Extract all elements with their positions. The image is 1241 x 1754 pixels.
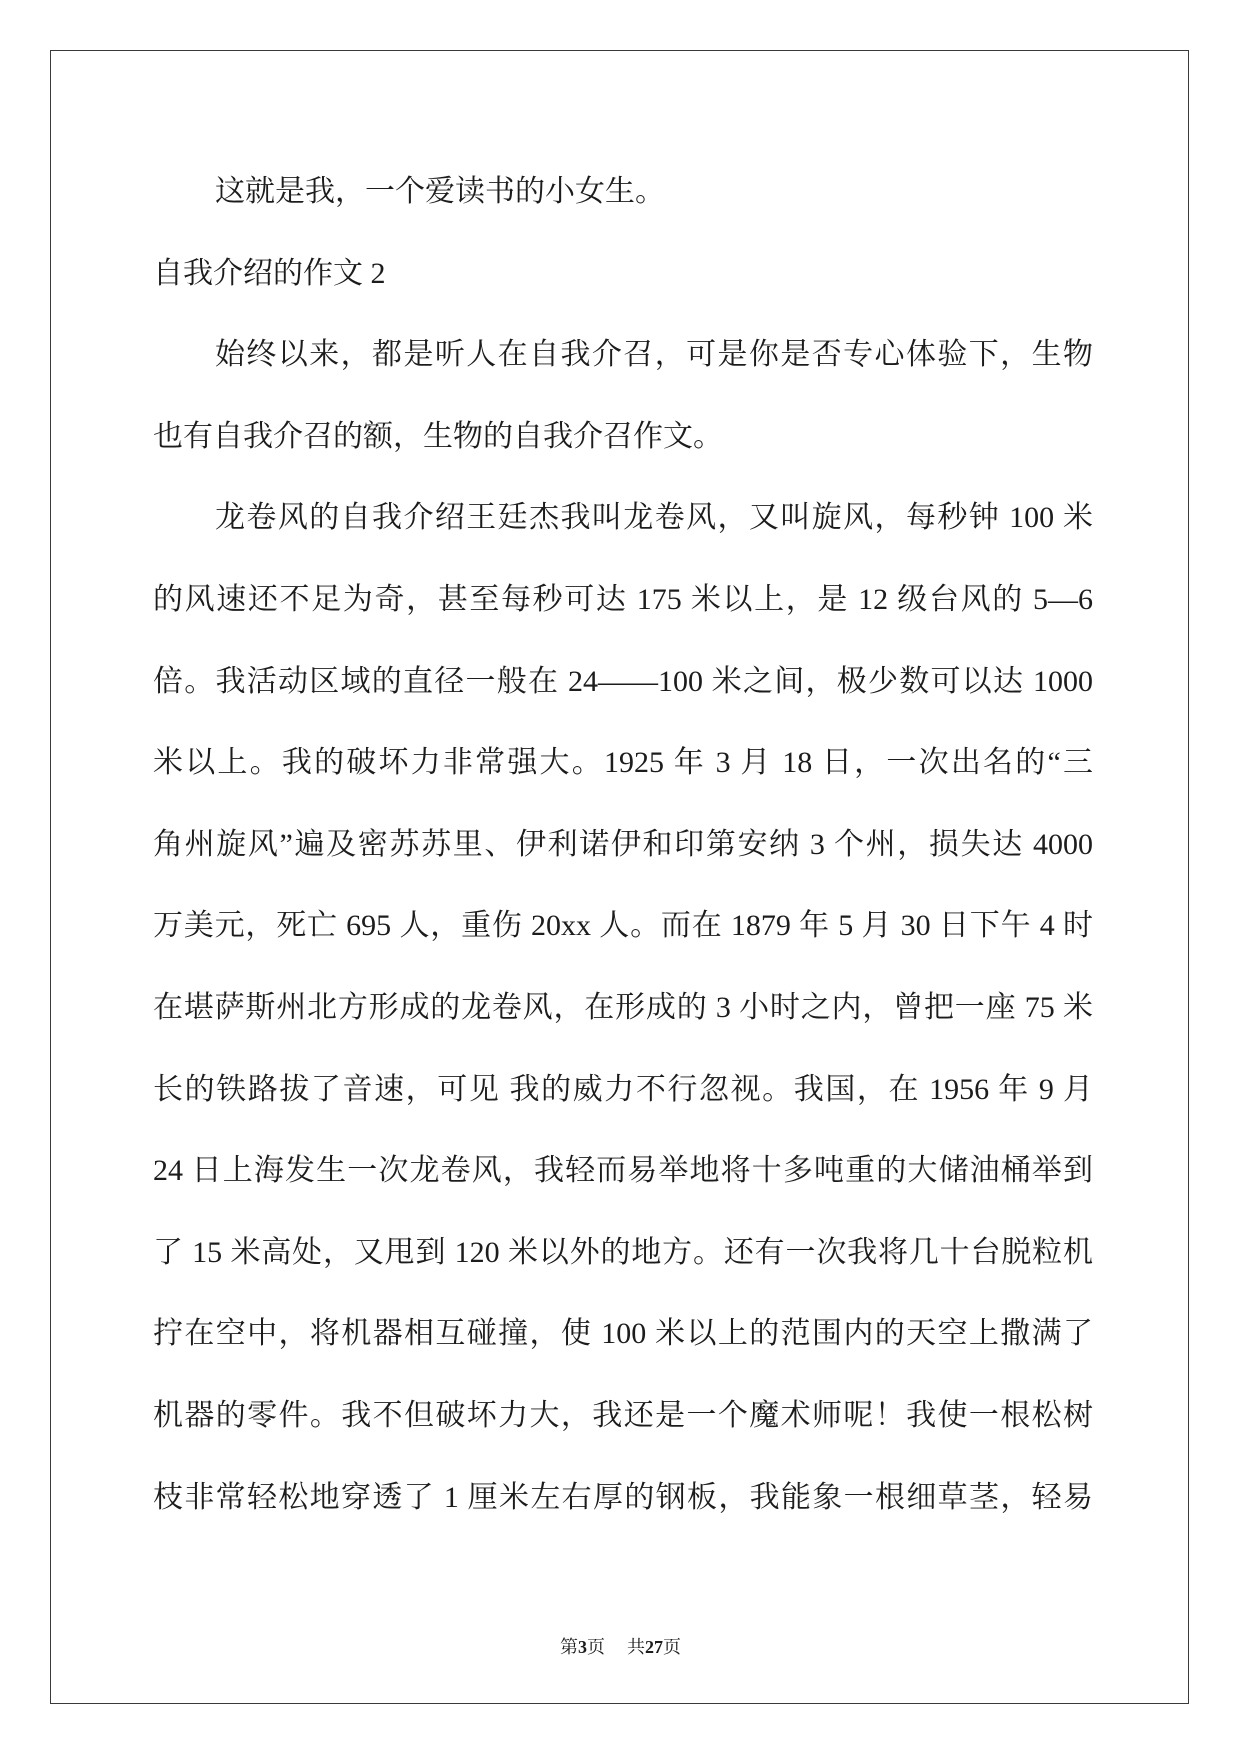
paragraph-line: 倍。我活动区域的直径一般在 24——100 米之间，极少数可以达 1000 bbox=[153, 664, 1093, 698]
total-pages: 27 bbox=[645, 1637, 663, 1657]
page-suffix: 页 bbox=[587, 1637, 605, 1657]
total-prefix: 共 bbox=[627, 1637, 645, 1657]
paragraph-line: 始终以来，都是听人在自我介召，可是你是否专心体验下，生物 bbox=[215, 338, 1093, 372]
paragraph-line: 了 15 米高处，又甩到 120 米以外的地方。还有一次我将几十台脱粒机 bbox=[153, 1235, 1093, 1269]
document-body bbox=[153, 151, 1093, 1538]
paragraph-line: 拧在空中，将机器相互碰撞，使 100 米以上的范围内的天空上撒满了 bbox=[153, 1317, 1093, 1351]
closing-line: 这就是我，一个爱读书的小女生。 bbox=[215, 175, 665, 208]
paragraph-line: 也有自我介召的额，生物的自我介召作文。 bbox=[153, 419, 723, 453]
paragraph-line: 在堪萨斯州北方形成的龙卷风，在形成的 3 小时之内，曾把一座 75 米 bbox=[153, 990, 1093, 1024]
paragraph-line: 龙卷风的自我介绍王廷杰我叫龙卷风，又叫旋风，每秒钟 100 米 bbox=[215, 501, 1093, 535]
page-number: 3 bbox=[578, 1637, 587, 1657]
paragraph-line: 枝非常轻松地穿透了 1 厘米左右厚的钢板，我能象一根细草茎，轻易 bbox=[153, 1480, 1093, 1514]
total-suffix: 页 bbox=[663, 1637, 681, 1657]
section-title: 自我介绍的作文 2 bbox=[153, 256, 386, 290]
paragraph-line: 长的铁路拔了音速，可见 我的威力不行忽视。我国，在 1956 年 9 月 bbox=[153, 1072, 1093, 1106]
page-footer bbox=[0, 1632, 1241, 1662]
page-prefix: 第 bbox=[560, 1637, 578, 1657]
paragraph-line: 机器的零件。我不但破坏力大，我还是一个魔术师呢！我使一根松树 bbox=[153, 1398, 1093, 1432]
paragraph-line: 万美元，死亡 695 人，重伤 20xx 人。而在 1879 年 5 月 30 日下午 4 时 bbox=[153, 909, 1093, 943]
paragraph-line: 米以上。我的破坏力非常强大。1925 年 3 月 18 日，一次出名的“三 bbox=[153, 746, 1093, 780]
paragraph-line: 的风速还不足为奇，甚至每秒可达 175 米以上，是 12 级台风的 5—6 bbox=[153, 582, 1093, 616]
paragraph-line: 角州旋风”遍及密苏苏里、伊利诺伊和印第安纳 3 个州，损失达 4000 bbox=[153, 827, 1093, 861]
paragraph-line: 24 日上海发生一次龙卷风，我轻而易举地将十多吨重的大储油桶举到 bbox=[153, 1154, 1093, 1188]
